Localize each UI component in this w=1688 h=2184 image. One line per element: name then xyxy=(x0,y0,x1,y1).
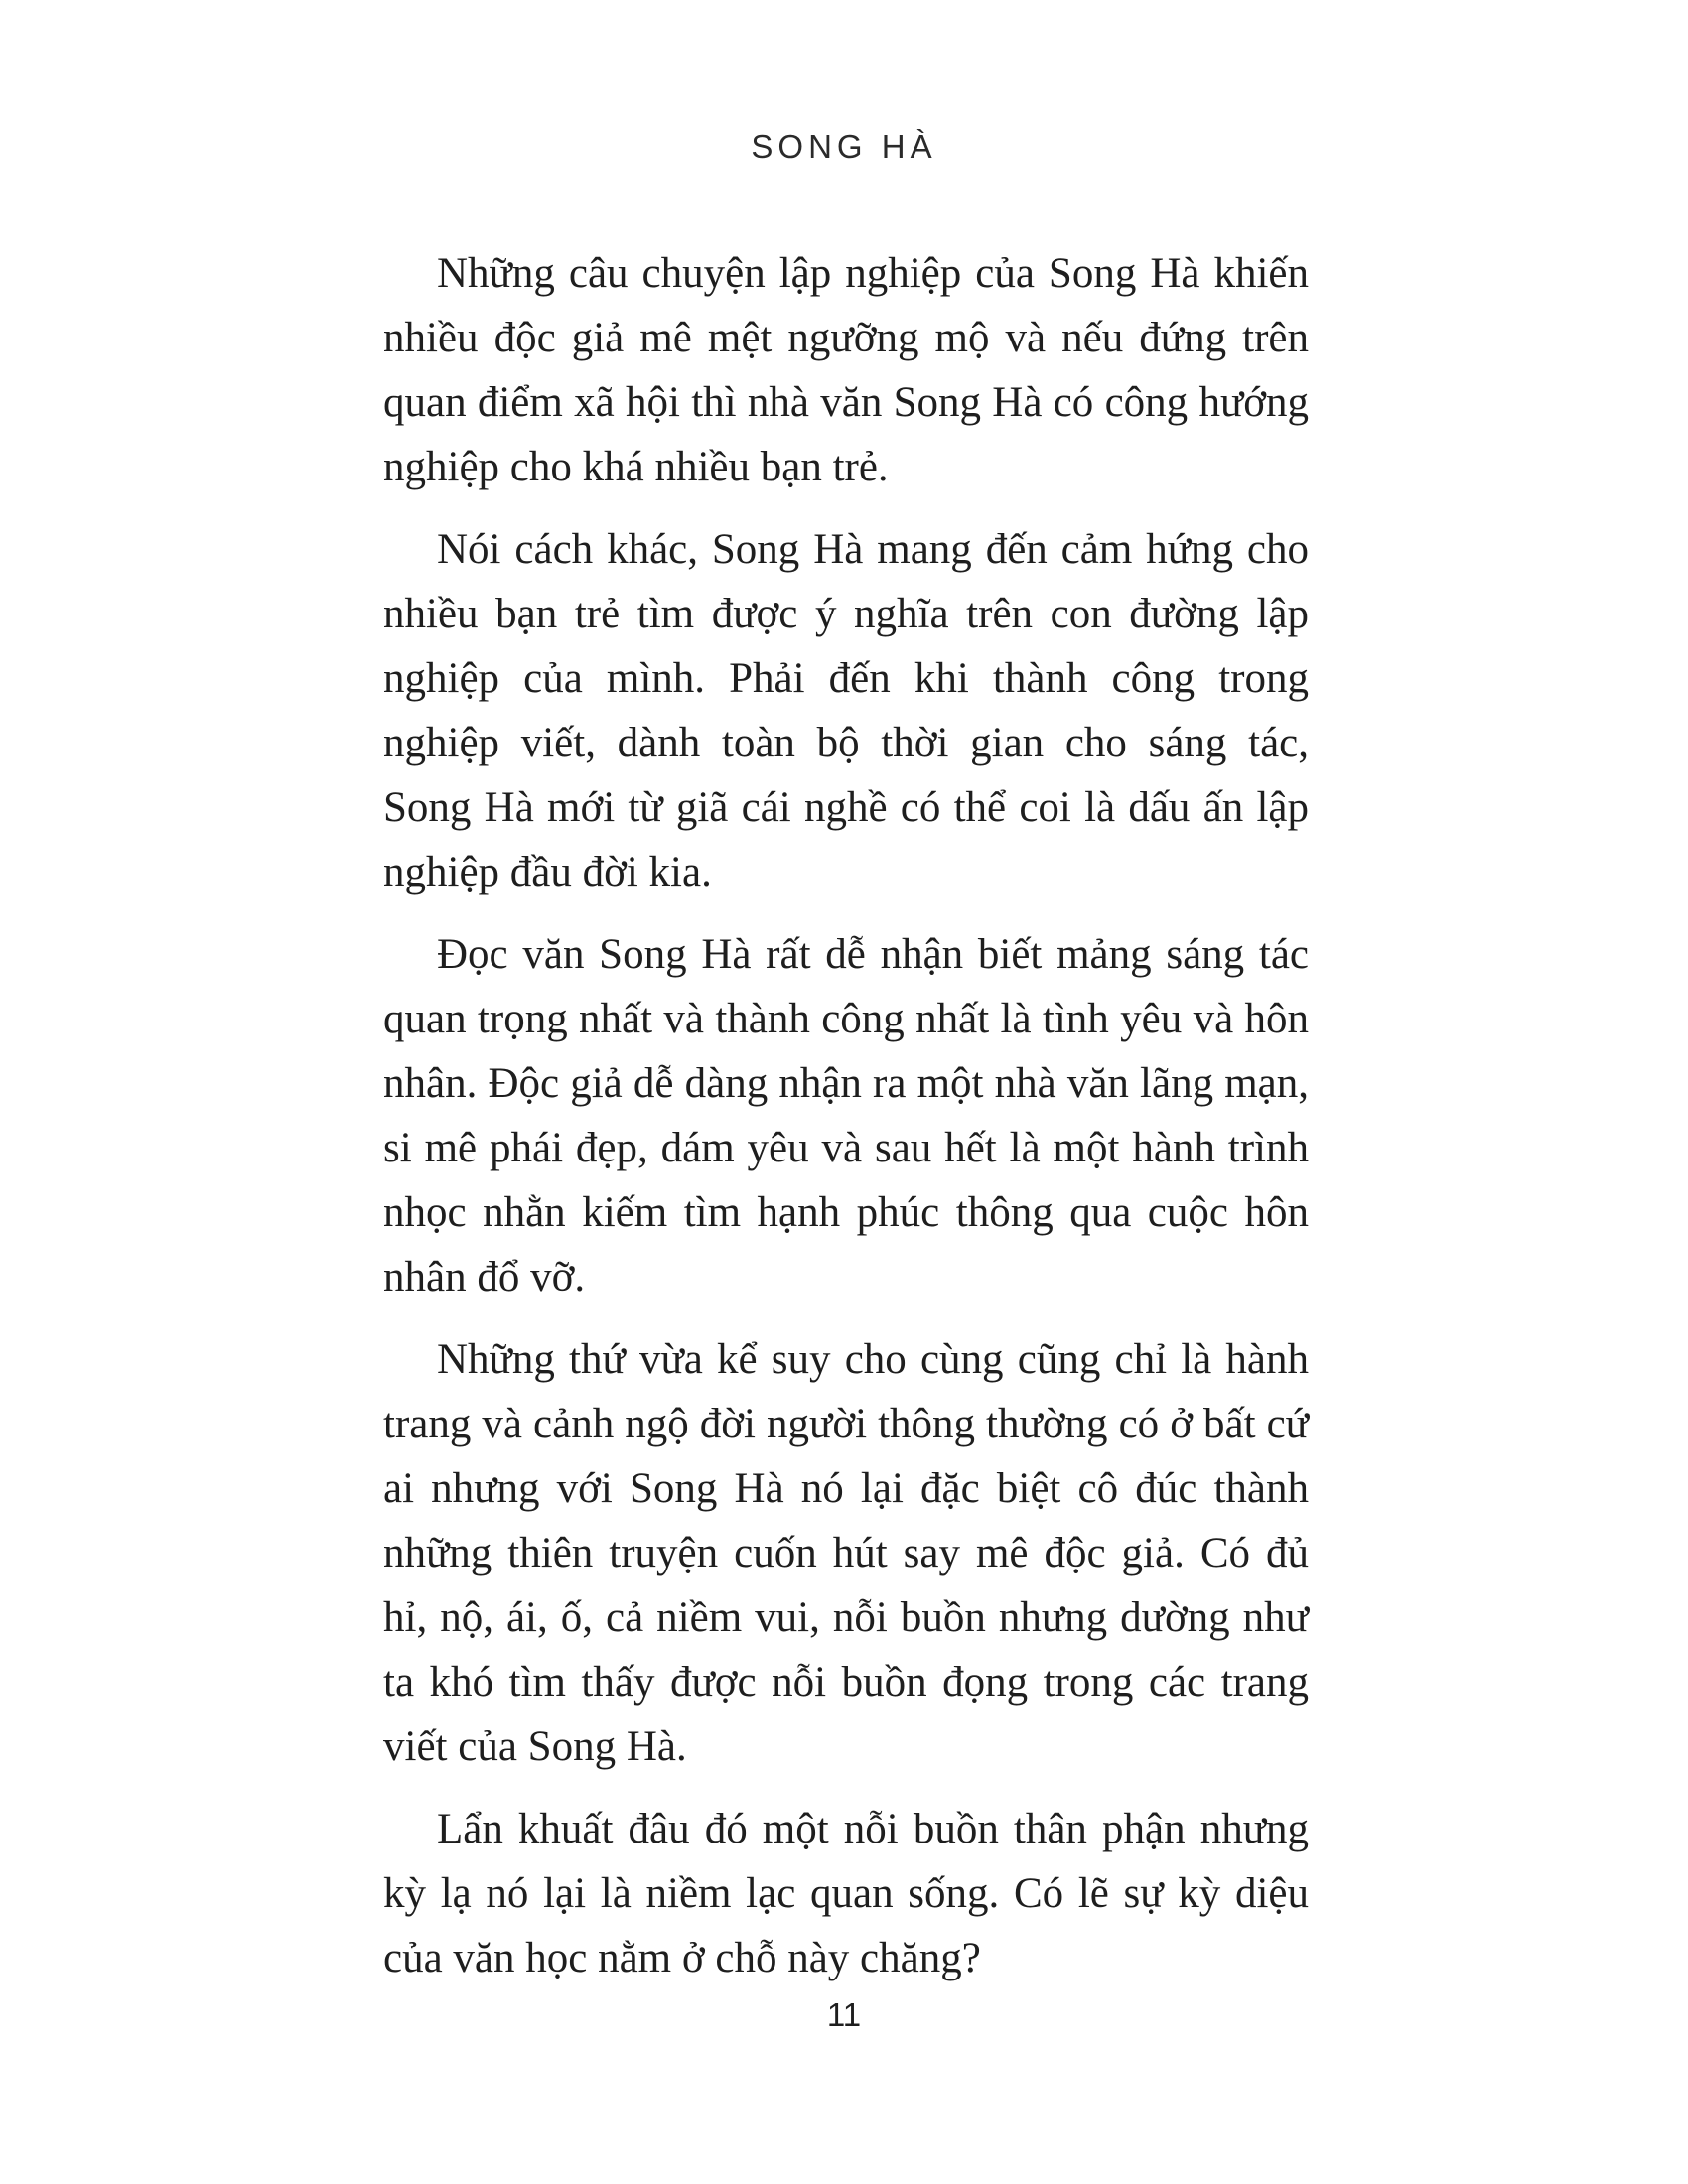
paragraph-1: Những câu chuyện lập nghiệp của Song Hà khiến nhiều độc giả mê mệt ngưỡng mộ và nếu đứng trên quan điểm xã hội thì nhà văn Song Hà có công hướng nghiệp cho khá nhiều bạn trẻ. xyxy=(383,250,1309,490)
paragraph-5: Lẩn khuất đâu đó một nỗi buồn thân phận nhưng kỳ lạ nó lại là niềm lạc quan sống. Có lẽ sự kỳ diệu của văn học nằm ở chỗ này chăng? xyxy=(383,1806,1309,1981)
paragraph-4: Những thứ vừa kể suy cho cùng cũng chỉ là hành trang và cảnh ngộ đời người thông thường có ở bất cứ ai nhưng với Song Hà nó lại đặc biệt cô đúc thành những thiên truyện cuốn hút say mê độc giả. Có đủ hỉ, nộ, ái, ố, cả niềm vui, nỗi buồn nhưng dường như ta khó tìm thấy được nỗi buồn đọng trong các trang viết của Song Hà. xyxy=(383,1336,1309,1770)
paragraph-2: Nói cách khác, Song Hà mang đến cảm hứng cho nhiều bạn trẻ tìm được ý nghĩa trên con đường lập nghiệp của mình. Phải đến khi thành công trong nghiệp viết, dành toàn bộ thời gian cho sáng tác, Song Hà mới từ giã cái nghề có thể coi là dấu ấn lập nghiệp đầu đời kia. xyxy=(383,526,1309,895)
paragraph-3: Đọc văn Song Hà rất dễ nhận biết mảng sáng tác quan trọng nhất và thành công nhất là tình yêu và hôn nhân. Độc giả dễ dàng nhận ra một nhà văn lãng mạn, si mê phái đẹp, dám yêu và sau hết là một hành trình nhọc nhằn kiếm tìm hạnh phúc thông qua cuộc hôn nhân đổ vỡ. xyxy=(383,931,1309,1300)
page-number: 11 xyxy=(826,1996,862,2033)
running-header: SONG HÀ xyxy=(751,128,937,165)
body-text xyxy=(383,241,1309,2008)
